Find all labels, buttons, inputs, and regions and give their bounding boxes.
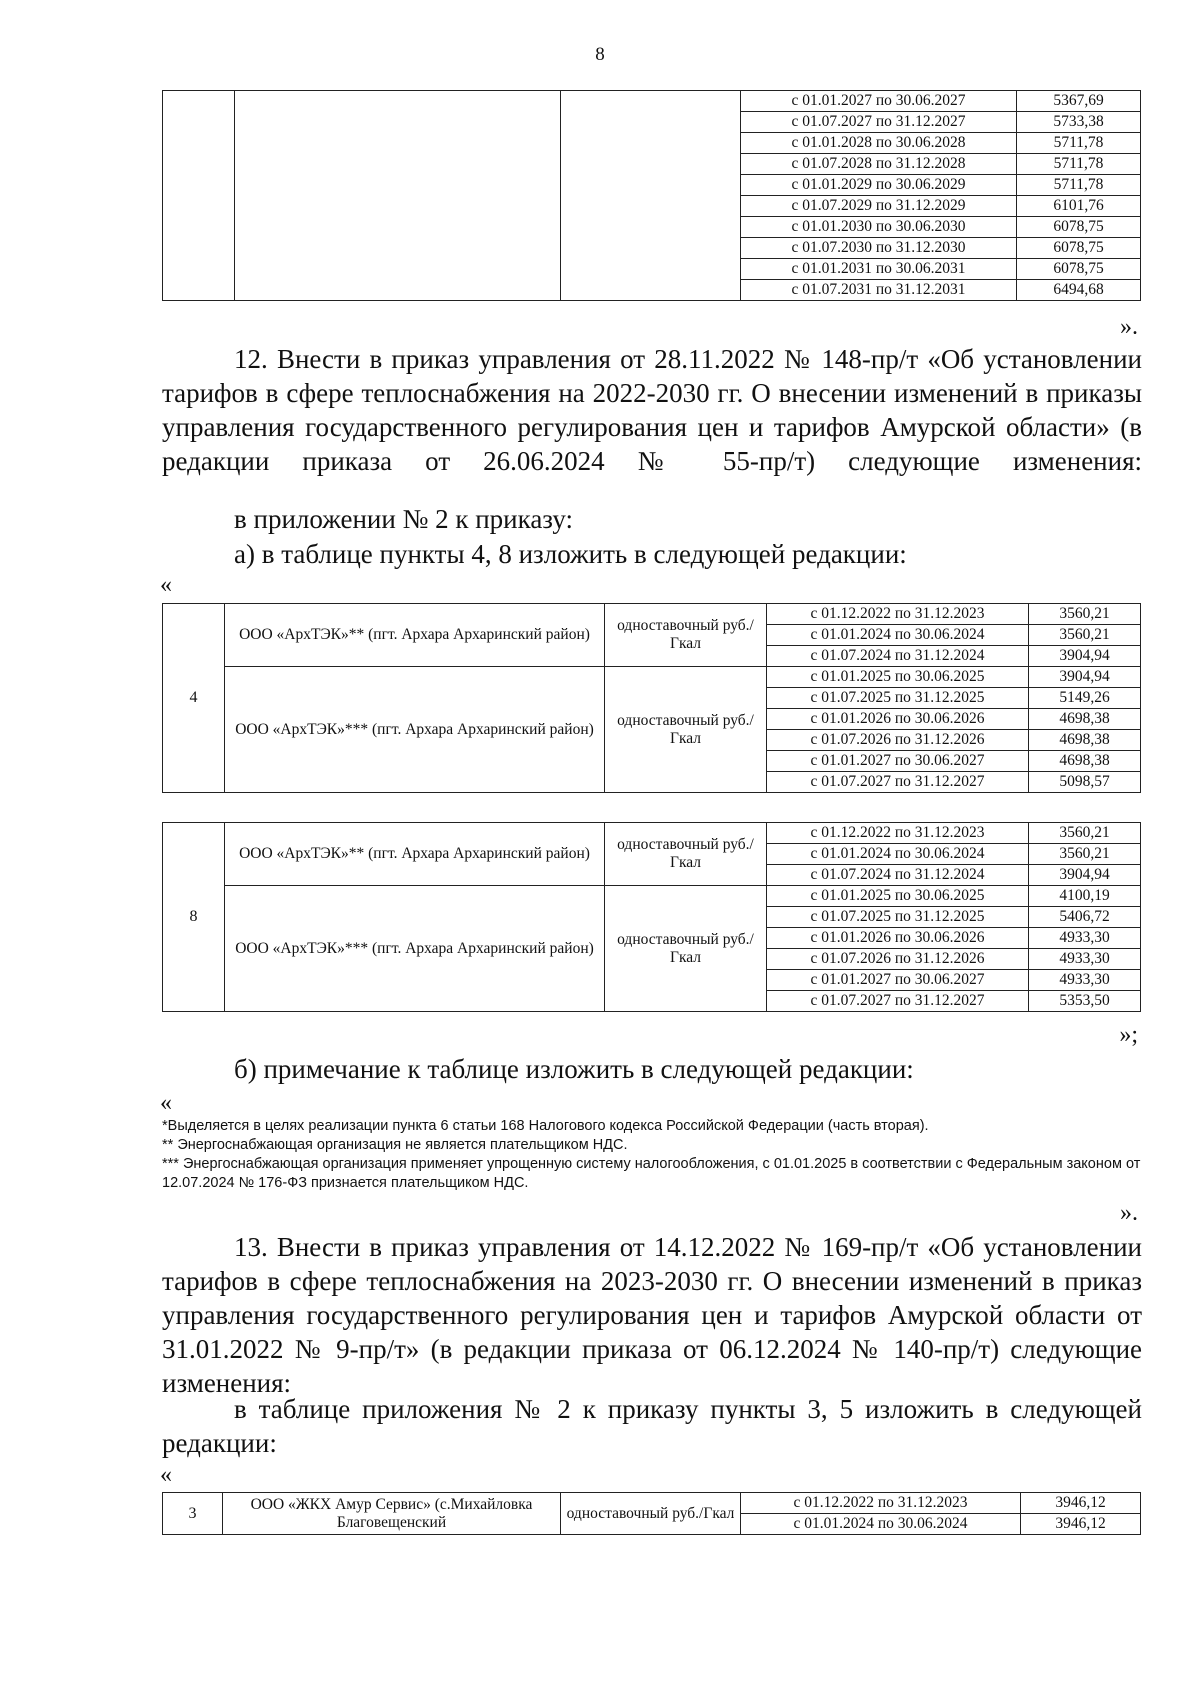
- period-cell: с 01.07.2030 по 31.12.2030: [741, 238, 1017, 259]
- value-cell: 5353,50: [1029, 991, 1141, 1012]
- period-cell: с 01.01.2024 по 30.06.2024: [767, 844, 1029, 865]
- item-number: 3: [163, 1493, 223, 1535]
- value-cell: 5711,78: [1017, 154, 1141, 175]
- tariff-table-item-3: [162, 1492, 1141, 1535]
- period-cell: с 01.07.2027 по 31.12.2027: [741, 112, 1017, 133]
- period-cell: с 01.01.2027 по 30.06.2027: [767, 751, 1029, 772]
- org-cell: ООО «ЖКХ Амур Сервис» (с.Михайловка Благовещенский: [223, 1493, 561, 1535]
- table-row: [163, 1493, 1141, 1514]
- value-cell: 3560,21: [1029, 604, 1141, 625]
- close-quote: ».: [1120, 1200, 1138, 1226]
- value-cell: 5711,78: [1017, 175, 1141, 196]
- period-cell: с 01.12.2022 по 31.12.2023: [767, 823, 1029, 844]
- period-cell: с 01.12.2022 по 31.12.2023: [741, 1493, 1021, 1514]
- period-cell: с 01.12.2022 по 31.12.2023: [767, 604, 1029, 625]
- num-cell: [163, 91, 235, 301]
- value-cell: 3946,12: [1021, 1514, 1141, 1535]
- period-cell: с 01.01.2026 по 30.06.2026: [767, 709, 1029, 730]
- period-cell: с 01.01.2024 по 30.06.2024: [741, 1514, 1021, 1535]
- period-cell: с 01.01.2027 по 30.06.2027: [741, 91, 1017, 112]
- value-cell: 4698,38: [1029, 751, 1141, 772]
- period-cell: с 01.07.2027 по 31.12.2027: [767, 772, 1029, 793]
- value-cell: 4933,30: [1029, 949, 1141, 970]
- period-cell: с 01.01.2025 по 30.06.2025: [767, 667, 1029, 688]
- value-cell: 6078,75: [1017, 259, 1141, 280]
- value-cell: 4698,38: [1029, 709, 1141, 730]
- table-row: [163, 91, 1141, 112]
- footnote-2: ** Энергоснабжающая организация не является плательщиком НДС.: [162, 1137, 628, 1153]
- value-cell: 5098,57: [1029, 772, 1141, 793]
- org-cell: ООО «АрхТЭК»*** (пгт. Архара Архаринский район): [225, 886, 605, 1012]
- period-cell: с 01.07.2027 по 31.12.2027: [767, 991, 1029, 1012]
- period-cell: с 01.07.2026 по 31.12.2026: [767, 730, 1029, 751]
- section-13-paragraph: [162, 1230, 1142, 1400]
- value-cell: 3904,94: [1029, 667, 1141, 688]
- close-quote: »;: [1119, 1022, 1138, 1048]
- value-cell: 4698,38: [1029, 730, 1141, 751]
- period-cell: с 01.01.2030 по 30.06.2030: [741, 217, 1017, 238]
- value-cell: 3560,21: [1029, 625, 1141, 646]
- type-cell: одноставочный руб./Гкал: [605, 604, 767, 667]
- org-cell: [235, 91, 561, 301]
- period-cell: с 01.01.2027 по 30.06.2027: [767, 970, 1029, 991]
- open-quote: «: [160, 1462, 172, 1488]
- section-12-text: 12. Внести в приказ управления от 28.11.2022 № 148-пр/т «Об установлении тарифов в сфере теплоснабжения на 2022-2030 гг. О внесении изменений в приказы управления государственного регулирования цен и тарифов Амурской области» (в редакции приказа от 26.06.2024 № 55-пр/т) следующие изменения:: [162, 344, 1142, 476]
- item-number: 4: [163, 604, 225, 793]
- type-cell: одноставочный руб./Гкал: [605, 886, 767, 1012]
- value-cell: 6494,68: [1017, 280, 1141, 301]
- footnotes: [162, 1117, 1152, 1193]
- note-section-line: б) примечание к таблице изложить в следующей редакции:: [234, 1054, 914, 1084]
- period-cell: с 01.01.2031 по 30.06.2031: [741, 259, 1017, 280]
- page-number: 8: [595, 44, 605, 65]
- value-cell: 6078,75: [1017, 217, 1141, 238]
- value-cell: 5711,78: [1017, 133, 1141, 154]
- type-cell: одноставочный руб./Гкал: [605, 823, 767, 886]
- value-cell: 3560,21: [1029, 823, 1141, 844]
- value-cell: 5367,69: [1017, 91, 1141, 112]
- section-12-paragraph: [162, 342, 1142, 478]
- period-cell: с 01.07.2025 по 31.12.2025: [767, 907, 1029, 928]
- type-cell: одноставочный руб./Гкал: [605, 667, 767, 793]
- period-cell: с 01.07.2029 по 31.12.2029: [741, 196, 1017, 217]
- value-cell: 6078,75: [1017, 238, 1141, 259]
- item-number: 8: [163, 823, 225, 1012]
- footnote-1: *Выделяется в целях реализации пункта 6 статьи 168 Налогового кодекса Российской Федерации (часть вторая).: [162, 1118, 929, 1134]
- table-row: [163, 667, 1141, 688]
- org-cell: ООО «АрхТЭК»** (пгт. Архара Архаринский район): [225, 604, 605, 667]
- value-cell: 4933,30: [1029, 928, 1141, 949]
- period-cell: с 01.07.2031 по 31.12.2031: [741, 280, 1017, 301]
- value-cell: 5733,38: [1017, 112, 1141, 133]
- value-cell: 3904,94: [1029, 865, 1141, 886]
- tariff-table-continued: [162, 90, 1141, 301]
- type-cell: одноставочный руб./Гкал: [561, 1493, 741, 1535]
- section-12-line-b: а) в таблице пункты 4, 8 изложить в следующей редакции:: [234, 539, 907, 569]
- period-cell: с 01.01.2029 по 30.06.2029: [741, 175, 1017, 196]
- value-cell: 5406,72: [1029, 907, 1141, 928]
- section-12-line-a: в приложении № 2 к приказу:: [234, 504, 574, 534]
- org-cell: ООО «АрхТЭК»*** (пгт. Архара Архаринский район): [225, 667, 605, 793]
- period-cell: с 01.01.2024 по 30.06.2024: [767, 625, 1029, 646]
- section-13-text: 13. Внести в приказ управления от 14.12.2022 № 169-пр/т «Об установлении тарифов в сфере теплоснабжения на 2023-2030 гг. О внесении изменений в приказ управления государственного регулирования цен и тарифов Амурской области от 31.01.2022 № 9-пр/т» (в редакции приказа от 06.12.2024 № 140-пр/т) следующие изменения:: [162, 1232, 1142, 1398]
- period-cell: с 01.07.2025 по 31.12.2025: [767, 688, 1029, 709]
- close-quote: ».: [1120, 314, 1138, 340]
- period-cell: с 01.07.2024 по 31.12.2024: [767, 865, 1029, 886]
- type-cell: [561, 91, 741, 301]
- tariff-table-item-4: [162, 603, 1141, 793]
- period-cell: с 01.07.2026 по 31.12.2026: [767, 949, 1029, 970]
- open-quote: «: [160, 572, 172, 598]
- period-cell: с 01.07.2024 по 31.12.2024: [767, 646, 1029, 667]
- value-cell: 5149,26: [1029, 688, 1141, 709]
- section-13-line-a: [162, 1392, 1142, 1460]
- period-cell: с 01.01.2028 по 30.06.2028: [741, 133, 1017, 154]
- table-row: [163, 604, 1141, 625]
- value-cell: 4933,30: [1029, 970, 1141, 991]
- section-13-line-a-text: в таблице приложения № 2 к приказу пункты 3, 5 изложить в следующей редакции:: [162, 1394, 1142, 1458]
- open-quote: «: [160, 1090, 172, 1116]
- table-row: [163, 886, 1141, 907]
- value-cell: 6101,76: [1017, 196, 1141, 217]
- footnote-3: *** Энергоснабжающая организация применяет упрощенную систему налогообложения, с 01.01.2025 в соответствии с Федеральным законом от 12.07.2024 № 176-ФЗ признается плательщиком НДС.: [162, 1156, 1141, 1191]
- value-cell: 3560,21: [1029, 844, 1141, 865]
- period-cell: с 01.07.2028 по 31.12.2028: [741, 154, 1017, 175]
- value-cell: 3904,94: [1029, 646, 1141, 667]
- org-cell: ООО «АрхТЭК»** (пгт. Архара Архаринский район): [225, 823, 605, 886]
- period-cell: с 01.01.2025 по 30.06.2025: [767, 886, 1029, 907]
- value-cell: 3946,12: [1021, 1493, 1141, 1514]
- period-cell: с 01.01.2026 по 30.06.2026: [767, 928, 1029, 949]
- table-row: [163, 823, 1141, 844]
- value-cell: 4100,19: [1029, 886, 1141, 907]
- tariff-table-item-8: [162, 822, 1141, 1012]
